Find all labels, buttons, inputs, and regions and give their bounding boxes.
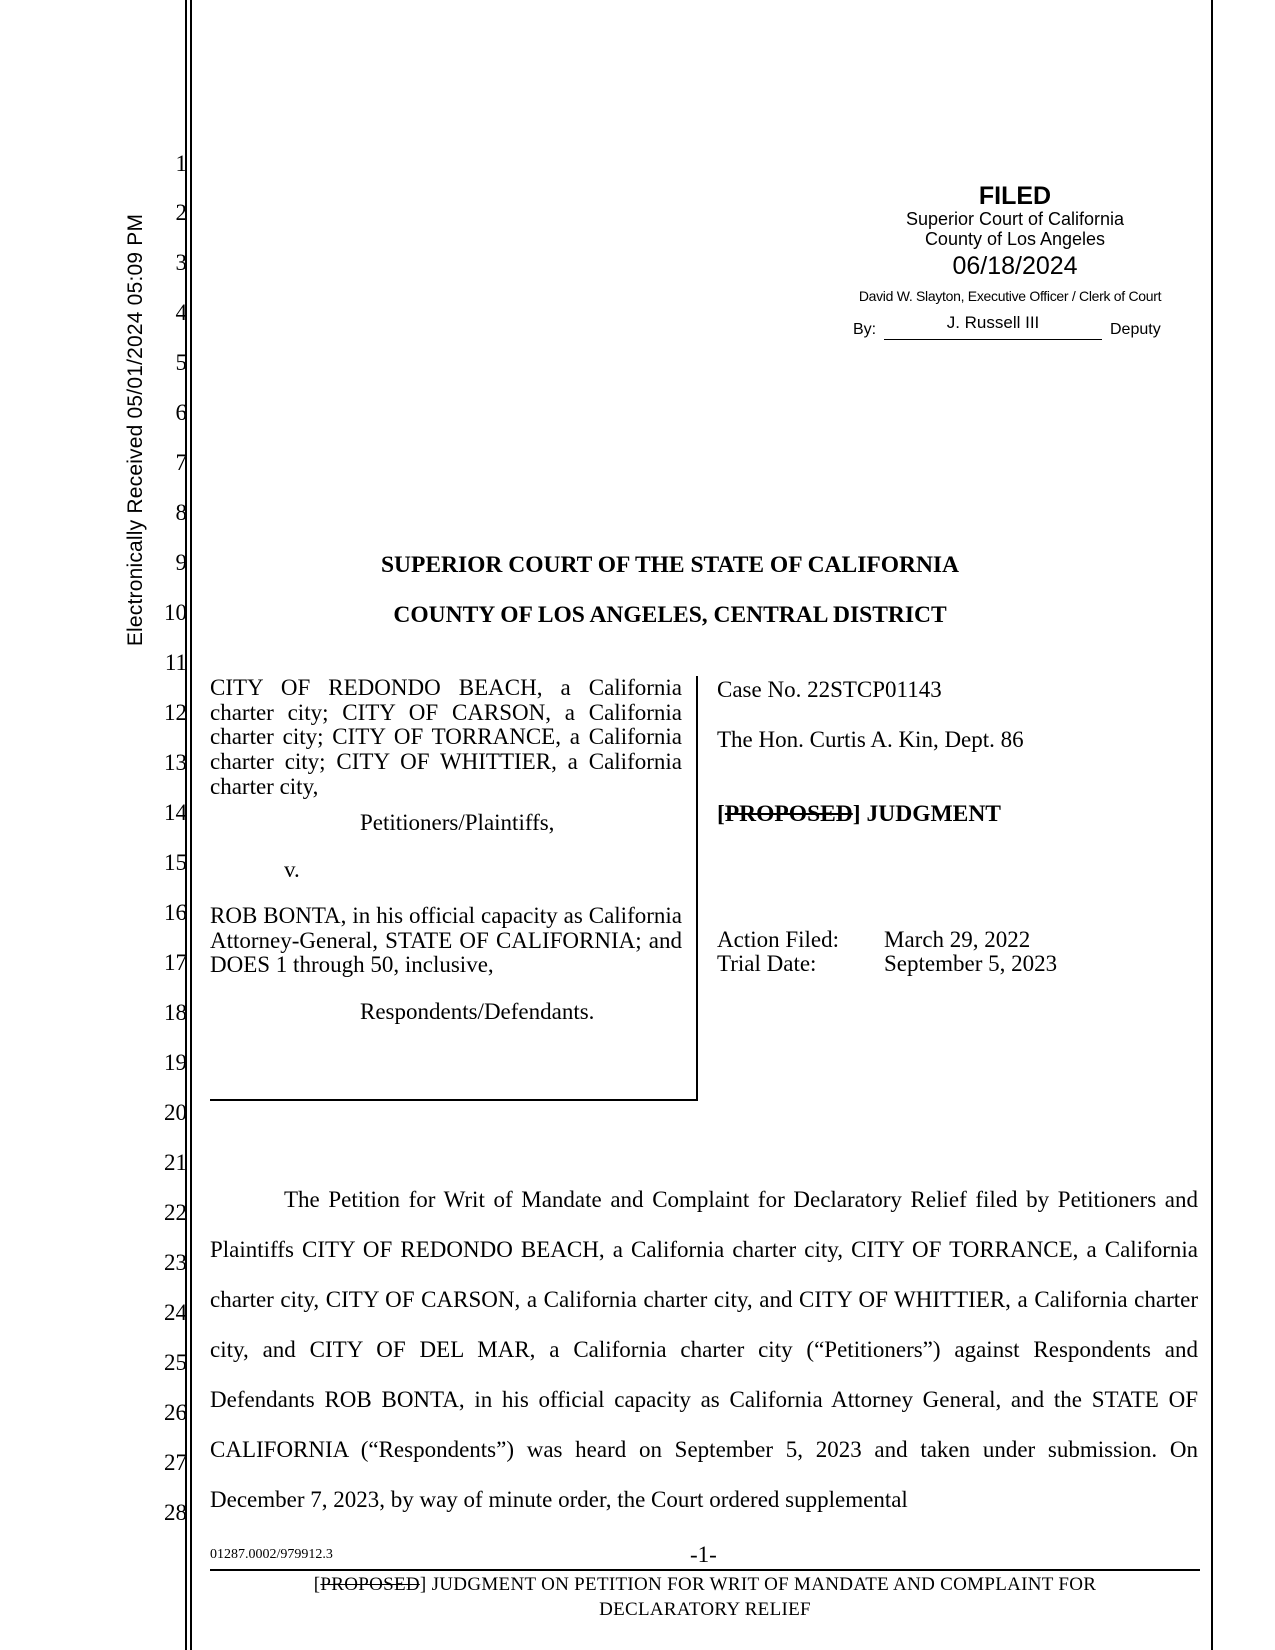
line-number: 6: [175, 400, 187, 425]
line-number: 24: [164, 1300, 187, 1325]
body-text: [210, 1175, 1198, 1525]
line-number: 14: [164, 800, 187, 825]
filed-stamp-signature-line: [884, 339, 1102, 340]
trial-date-label: Trial Date:: [717, 951, 817, 976]
filed-stamp-date: 06/18/2024: [952, 252, 1078, 280]
line-number: 11: [164, 650, 187, 675]
line-number: 20: [164, 1100, 187, 1125]
court-heading-line2: COUNTY OF LOS ANGELES, CENTRAL DISTRICT: [393, 602, 947, 628]
right-margin-line: [1211, 0, 1213, 1650]
document-title-main: JUDGMENT: [866, 801, 1001, 827]
footer-document-code: 01287.0002/979912.3: [210, 1547, 333, 1562]
footer-title-line1: [PROPOSED] JUDGMENT ON PETITION FOR WRIT OF MANDATE AND COMPLAINT FOR: [313, 1574, 1097, 1595]
line-number: 25: [164, 1350, 187, 1375]
footer-rule: [210, 1569, 1200, 1571]
footer-title: [210, 1572, 1200, 1622]
line-number: 27: [164, 1450, 187, 1475]
line-number: 17: [164, 950, 187, 975]
filed-stamp-county: County of Los Angeles: [924, 229, 1106, 249]
caption-divider-horizontal: [210, 1099, 698, 1101]
case-dates: [717, 928, 1057, 976]
footer-page-number: -1-: [690, 1542, 717, 1567]
filed-stamp-signer: J. Russell III: [946, 313, 1040, 332]
footer-title-line1-text: JUDGMENT ON PETITION FOR WRIT OF MANDATE AND COMPLAINT FOR: [431, 1574, 1097, 1595]
action-filed-value: March 29, 2022: [884, 927, 1031, 952]
trial-date-row: [717, 952, 1057, 976]
case-number: Case No. 22STCP01143: [717, 677, 942, 702]
line-number: 3: [175, 250, 187, 275]
versus-label: v.: [284, 857, 300, 883]
action-filed-label: Action Filed:: [717, 927, 840, 952]
document-title-struck: PROPOSED: [724, 801, 853, 827]
line-number: 1: [175, 151, 187, 176]
line-number: 15: [164, 850, 187, 875]
line-number: 9: [175, 550, 187, 575]
line-number: 5: [175, 350, 187, 375]
respondents-label: Respondents/Defendants.: [360, 999, 595, 1025]
filed-stamp-clerk: David W. Slayton, Executive Officer / Clerk of Court: [858, 288, 1162, 304]
filed-stamp-signature-row: [820, 309, 1200, 337]
filed-stamp-deputy-label: Deputy: [1110, 321, 1161, 338]
respondents-names: ROB BONTA, in his official capacity as California Attorney-General, STATE OF CALIFORNIA; and DOES 1 through 50, inclusive,: [210, 902, 682, 978]
trial-date-value: September 5, 2023: [884, 951, 1058, 976]
line-number: 2: [175, 200, 187, 225]
judge-department: The Hon. Curtis A. Kin, Dept. 86: [717, 727, 1024, 752]
filed-stamp: [820, 183, 1200, 337]
line-number: 7: [175, 450, 187, 475]
filed-stamp-by-label: By:: [853, 321, 877, 338]
body-paragraph: The Petition for Writ of Mandate and Complaint for Declaratory Relief filed by Petitioners and Plaintiffs CITY OF REDONDO BEACH, a California charter city, CITY OF TORRANCE, a California charter city, CITY OF CARSON, a California charter city, and CITY OF WHITTIER, a California charter city, and CITY OF DEL MAR, a California charter city (“Petitioners”) against Respondents and Defendants ROB BONTA, in his official capacity as California Attorney General, and the STATE OF CALIFORNIA (“Respondents”) was heard on September 5, 2023 and taken under submission. On December 7, 2023, by way of minute order, the Court ordered supplemental: [210, 1187, 1198, 1512]
petitioners-names: CITY OF REDONDO BEACH, a California charter city; CITY OF CARSON, a California charter city; CITY OF TORRANCE, a California charter city; CITY OF WHITTIER, a California charter city,: [210, 675, 682, 799]
line-number: 10: [164, 600, 187, 625]
line-number: 22: [164, 1200, 187, 1225]
document-title: [PROPOSED] JUDGMENT: [717, 801, 1001, 827]
footer-title-struck: PROPOSED: [320, 1574, 420, 1595]
line-number: 16: [164, 900, 187, 925]
petitioners-label: Petitioners/Plaintiffs,: [360, 809, 555, 835]
line-number: 4: [175, 300, 187, 325]
action-filed-row: [717, 928, 1057, 952]
line-number: 23: [164, 1250, 187, 1275]
line-number: 12: [164, 700, 187, 725]
line-number: 28: [164, 1500, 187, 1525]
line-numbers: [150, 0, 190, 1650]
line-number: 19: [164, 1050, 187, 1075]
line-number: 21: [164, 1150, 187, 1175]
line-number: 26: [164, 1400, 187, 1425]
electronic-received-text: Electronically Received 05/01/2024 05:09 PM: [124, 213, 147, 647]
filed-stamp-court: Superior Court of California: [905, 209, 1125, 229]
line-number: 8: [175, 500, 187, 525]
caption-parties: [210, 676, 682, 1025]
line-number: 13: [164, 750, 187, 775]
caption-divider-vertical: [696, 676, 698, 1100]
left-margin-line-inner: [190, 0, 192, 1650]
line-number: 18: [164, 1000, 187, 1025]
filed-stamp-title: FILED: [978, 182, 1052, 210]
footer-title-line2: DECLARATORY RELIEF: [599, 1599, 811, 1620]
court-heading-line1: SUPERIOR COURT OF THE STATE OF CALIFORNIA: [380, 552, 960, 578]
